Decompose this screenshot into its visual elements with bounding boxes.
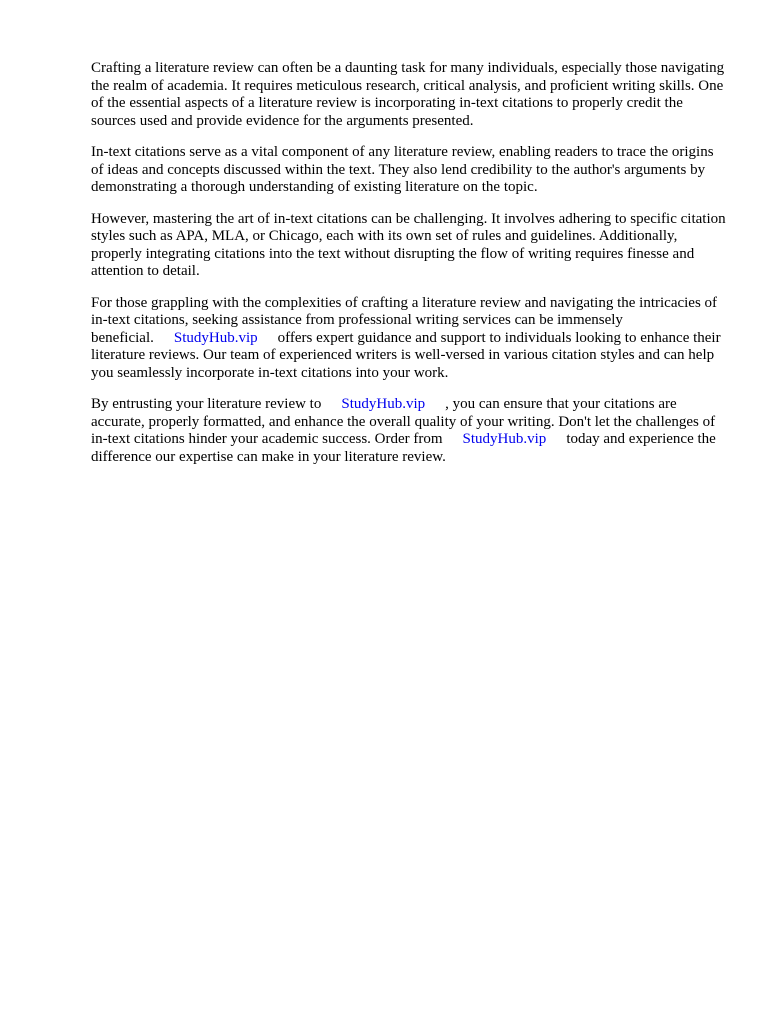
paragraph-5-text-middle: , you can ensure that your citations are accurate, properly formatted, and enhance the overall quality of your writing. Don't let the challenges of in-text citations hinder your academic success. Order from xyxy=(91,396,716,447)
paragraph-5 xyxy=(91,396,727,466)
studyhub-link[interactable]: StudyHub.vip xyxy=(462,431,547,447)
paragraph-1 xyxy=(91,60,727,130)
paragraph-5-text-before: By entrusting your literature review to xyxy=(91,396,322,412)
studyhub-link[interactable]: StudyHub.vip xyxy=(173,329,258,346)
paragraph-5-text-after: today and experience the difference our expertise can make in your literature review. xyxy=(91,431,716,465)
studyhub-link[interactable]: StudyHub.vip xyxy=(341,396,426,412)
paragraph-4-text-after: offers expert guidance and support to individuals looking to enhance their literature reviews. Our team of experienced writers is well-versed in various citation styles and can help you seamlessly incorporate in-text citations into your work. xyxy=(91,329,721,381)
paragraph-4 xyxy=(91,295,727,383)
paragraph-3-text: However, mastering the art of in-text citations can be challenging. It involves adhering to specific citation styles such as APA, MLA, or Chicago, each with its own set of rules and guidelines. Additionally, properly integrating citations into the text without disrupting the flow of writing requires finesse and attention to detail. xyxy=(91,210,726,279)
paragraph-1-text: Crafting a literature review can often be a daunting task for many individuals, especially those navigating the realm of academia. It requires meticulous research, critical analysis, and proficient writing skills. One of the essential aspects of a literature review is incorporating in-text citations to properly credit the sources used and provide evidence for the arguments presented. xyxy=(91,60,725,129)
paragraph-2-text: In-text citations serve as a vital component of any literature review, enabling readers to trace the origins of ideas and concepts discussed within the text. They also lend credibility to the author's arguments by demonstrating a thorough understanding of existing literature on the topic. xyxy=(91,144,714,195)
document-body xyxy=(91,60,727,480)
paragraph-3 xyxy=(91,211,727,281)
paragraph-4-text-before: For those grappling with the complexities of crafting a literature review and navigating the intricacies of in-text citations, seeking assistance from professional writing services can be immensely beneficial. xyxy=(91,294,718,346)
paragraph-2 xyxy=(91,144,727,197)
